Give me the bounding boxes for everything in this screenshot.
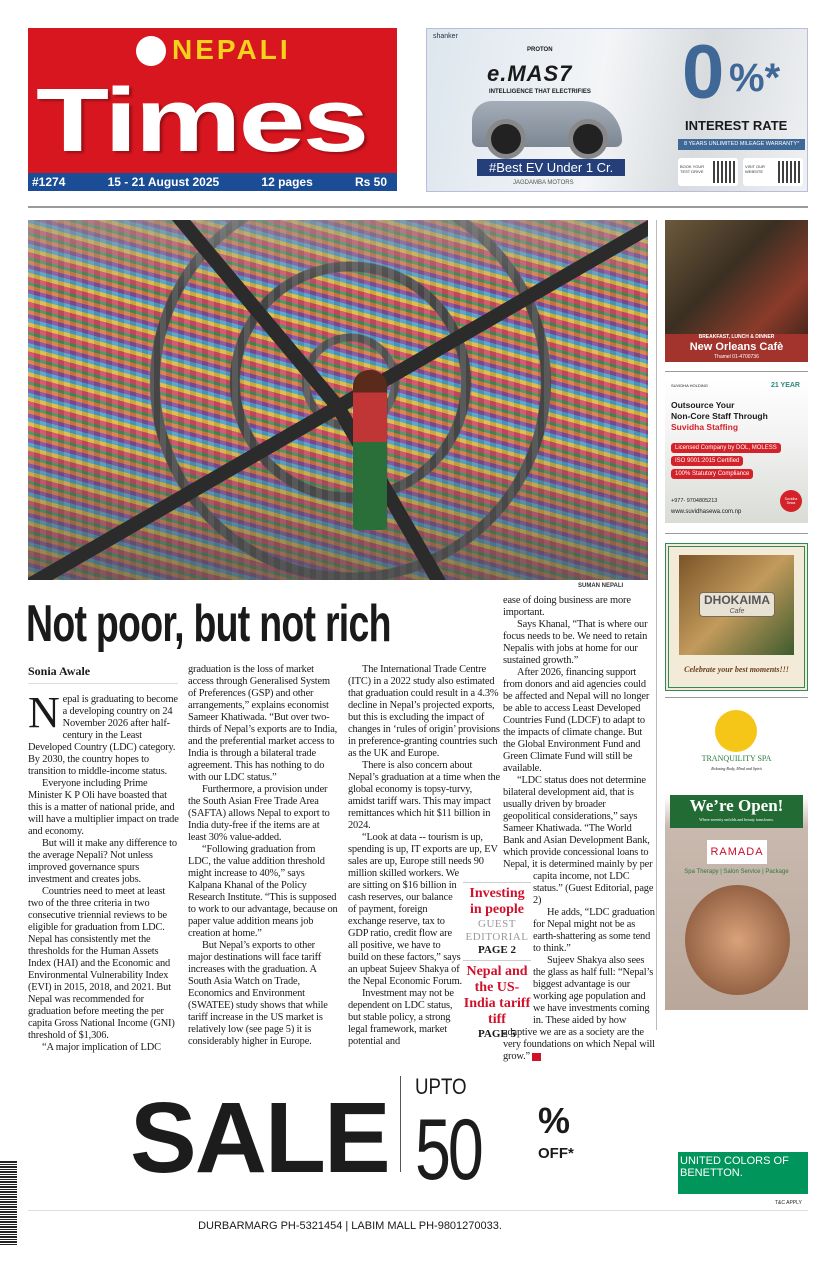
masthead-times: Times: [36, 71, 367, 171]
sun-emblem-icon: [136, 36, 166, 66]
cafe-contact: Thamel 01-4700736: [714, 354, 759, 360]
car-advertisement[interactable]: [426, 28, 808, 192]
spa-photo-collage: [685, 885, 790, 995]
paragraph: “LDC status does not determine bilateral development aid, that is usually driven by broader geopolitical considerations,” says Sameer Khatiwada. “The World Bank and Asian Development Bank, which provide concessional loans to Nepal, it is determined mainly by per capita income, not LDC status.” (Guest Editorial, page 2): [503, 775, 654, 906]
barcode-icon: [0, 1160, 17, 1245]
sale-divider: [400, 1076, 401, 1172]
lead-photo: [28, 220, 648, 580]
suvidha-website: www.suvidhasewa.com.np: [671, 509, 742, 515]
paragraph: But Nepal’s exports to other major destinations will face tariff increases with the graduation. A South Asia Watch on Trade, Economics and Environment (SWATEE) study shows that while tariff increase in the US market is relatively low (see page 5) it is considerably higher in Europe.: [188, 940, 328, 1047]
suvidha-phone: +977- 9704805213: [671, 498, 718, 504]
qr-website[interactable]: [743, 158, 803, 186]
shanker-logo: shanker: [433, 33, 458, 40]
dhokaima-name: DHOKAIMA: [704, 593, 770, 607]
suvidha-holding-logo: SUVIDHA HOLDING: [671, 383, 708, 388]
suvidha-line1: Outsource Your: [671, 400, 735, 410]
price: Rs 50: [354, 175, 387, 189]
qr-test-drive[interactable]: [678, 158, 738, 186]
proton-logo: PROTON: [527, 47, 553, 53]
dhokaima-cafe-ad[interactable]: [665, 543, 808, 691]
best-ev-banner: #Best EV Under 1 Cr.: [477, 159, 625, 176]
paragraph: The International Trade Centre (ITC) in a 2022 study also estimated that graduation could result in a 4.3% decline in Nepal’s projected exports, but this is excluding the impact of changes in ‘rules of origin’ provisions in preference-granting countries such as the UK and Europe.: [348, 664, 500, 759]
spa-headline: We’re Open!: [689, 796, 784, 815]
ad-divider: [665, 697, 808, 698]
sale-text: SALE: [130, 1082, 389, 1194]
inside-pages-box: [463, 882, 531, 1040]
qr-code-icon: [713, 161, 735, 183]
issue-bar: [28, 173, 397, 191]
suvidha-pill: 100% Statutory Compliance: [671, 469, 753, 479]
tranquility-spa-ad[interactable]: [665, 705, 808, 1010]
teaser-kicker: GUEST EDITORIAL: [465, 918, 529, 943]
column-divider: [656, 220, 657, 1030]
byline: Sonia Awale: [28, 664, 178, 684]
paragraph: Countries need to meet at least two of the three criteria in two consecutive triennial reviews to be eligible for graduation from LDC. Nepal has consistently met the thresholds for the Human Assets Index (HAI) and the Economic and Environmental Vulnerability Index (EVI) in 2015, 2018, and 2021. But Nepal was recommended for graduation before meeting the per capita Gross National Income (GNI) threshold of $1,306.: [28, 886, 175, 1041]
paragraph: But will it make any difference to the average Nepali? Not unless improved governance spurs investment and creates jobs.: [28, 838, 177, 885]
suvidha-pill: ISO 9001:2015 Certified: [671, 456, 743, 466]
headline[interactable]: Not poor, but not rich: [26, 595, 391, 653]
end-mark-icon: [532, 1053, 541, 1061]
paragraph: ease of doing business are more important.: [503, 595, 631, 618]
paragraph: Investment may not be dependent on LDC status, but stable policy, a strong legal framework, market potential and: [348, 988, 454, 1047]
discount-percent: %: [538, 1100, 571, 1141]
spa-brand: TRANQUILITY SPA: [701, 754, 772, 763]
ad-rule: [28, 1210, 808, 1211]
suvidha-brand: Suvidha Staffing: [671, 422, 739, 432]
benetton-logo: UNITED COLORS OF BENETTON.: [678, 1152, 808, 1194]
new-orleans-cafe-ad[interactable]: [665, 220, 808, 362]
cafe-meals: BREAKFAST, LUNCH & DINNER: [698, 334, 775, 340]
spa-services: Spa Therapy | Salon Service | Package: [684, 869, 789, 875]
header-divider: [28, 206, 808, 208]
store-addresses: DURBARMARG PH-5321454 | LABIM MALL PH-9801270033.: [198, 1220, 502, 1232]
ramada-logo: RAMADA: [707, 840, 767, 864]
article-column-2: [188, 664, 340, 1048]
spa-subhead: Where serenity unfolds and beauty transforms.: [699, 817, 774, 822]
warranty-label: 8 YEARS UNLIMITED MILEAGE WARRANTY*: [678, 139, 805, 150]
upto-text: UPTO: [415, 1074, 467, 1099]
dhokaima-tagline: Celebrate your best moments!!!: [684, 665, 789, 674]
qr-code-icon: [778, 161, 800, 183]
interest-rate-label: INTEREST RATE: [685, 118, 788, 133]
paragraph: “Following graduation from LDC, the value addition threshold might increase to 40%,” says Kalpana Khanal of the Policy Research Institute. “This is supposed to work to our advantage, because on paper value addition means job creation at home.”: [188, 844, 338, 939]
qr-test-drive-label: BOOK YOUR TEST DRIVE: [680, 164, 705, 174]
photo-credit: SUMAN NEPALI: [578, 583, 624, 589]
teaser-page: PAGE 2: [478, 944, 516, 956]
suvidha-staffing-ad[interactable]: [665, 378, 808, 523]
model-name: e.MAS7: [487, 61, 573, 86]
cafe-name: New Orleans Cafè: [689, 341, 784, 353]
paragraph: There is also concern about Nepal’s graduation at a time when the global economy is topsy-turvy, amidst tariff wars. This may impact remittances which hit $11 billion in 2024.: [348, 760, 500, 831]
suvidha-line2: Non-Core Staff Through: [671, 411, 768, 421]
paragraph: Says Khanal, “That is where our focus needs to be. We need to retain Nepalis with jobs at home for our sustained growth.”: [503, 619, 648, 666]
paragraph: epal is graduating to become a developing country on 24 November 2026 after half-century in the Least Developed Country (LDC) category. By 2030, the country hopes to transition to middle-income status.: [28, 694, 178, 777]
issue-number: #1274: [32, 175, 66, 189]
drop-cap: N: [28, 688, 60, 737]
suvidha-pill: Licensed Company by DOL, MOLESS: [671, 443, 781, 453]
masthead-nepali: NEPALI: [172, 34, 291, 65]
discount-amount: 50: [415, 1102, 481, 1198]
paragraph: “Look at data -- tourism is up, spending is up, IT exports are up, EV sales are up, Europe still needs 90 million skilled workers. We are sitting on $16 billion in cash reserves, our balance of payment, foreign exchange reserve, tax to GDP ratio, credit flow are all positive, we have to build on these factors,” says an upbeat Sujeev Shakya of the Nepal Economic Forum.: [348, 832, 498, 987]
paragraph: “A major implication of LDC: [42, 1042, 161, 1053]
qr-website-label: VISIT OUR WEBSITE: [745, 164, 765, 174]
ad-divider: [665, 371, 808, 372]
car-image: [472, 101, 622, 147]
spa-motto: Relaxing Body, Mind and Spirit: [711, 766, 762, 771]
anniversary-badge: 21 YEAR: [770, 382, 800, 389]
zero-offer: 0: [682, 30, 725, 115]
paragraph: He adds, “LDC graduation for Nepal might not be as earth-shattering as some tend to think.”: [533, 907, 655, 954]
weaver-figure: [353, 370, 387, 530]
spa-logo-icon: [715, 710, 757, 752]
page-count: 12 pages: [261, 175, 313, 189]
teaser-tariff[interactable]: [463, 964, 531, 1041]
teaser-page: PAGE 5: [478, 1028, 516, 1040]
paragraph: After 2026, financing support from donors and aid agencies could be affected and Nepal will no longer be able to access Least Developed Countries Fund (LDCF) to adapt to the impacts of climate change. But the Global Environment Fund and Green Climate Fund will still be available.: [503, 667, 650, 774]
jagdamba-logo: JAGDAMBA MOTORS: [513, 180, 574, 186]
paragraph: Sujeev Shakya also sees the glass as half full: “Nepal’s biggest advantage is our working age population and we have investments coming in. These aided by how adaptive we are as a society are the very foundations on which Nepal will grow.”: [503, 955, 655, 1062]
paragraph: Furthermore, a provision under the South Asian Free Trade Area (SAFTA) allows Nepal to export to India duty-free if the items are at least 30% value-added.: [188, 784, 330, 843]
paragraph: graduation is the loss of market access through Generalised System of Preferences (GSP) and other arrangements,” explains economist Sameer Khatiwada. “But over two-thirds of Nepal’s exports are to India, and the preferential market access to India is through a bilateral trade agreement. This has nothing to do with our LDC status.”: [188, 664, 338, 783]
ad-divider: [665, 533, 808, 534]
teaser-investing[interactable]: [463, 883, 531, 957]
percent-offer: %*: [729, 56, 781, 100]
article-column-1: [28, 688, 180, 1054]
off-text: OFF*: [538, 1145, 574, 1162]
cafe-band: [665, 334, 808, 362]
terms-note: T&C APPLY: [775, 1200, 802, 1206]
masthead[interactable]: [28, 28, 397, 191]
teaser-title: Nepal and the US-India tariff tiff: [463, 964, 531, 1027]
car-tagline: INTELLIGENCE THAT ELECTRIFIES: [489, 89, 591, 95]
paragraph: Everyone including Prime Minister K P Oli have boasted that this is a matter of national pride, and will have a multiplier impact on trade and economy.: [28, 778, 179, 837]
dhokaima-sub: Cafe: [729, 608, 745, 615]
issue-dates: 15 - 21 August 2025: [107, 175, 220, 189]
suvidha-sewa-logo: Suvidha Sewa: [780, 490, 802, 512]
teaser-title: Investing in people: [469, 886, 525, 917]
